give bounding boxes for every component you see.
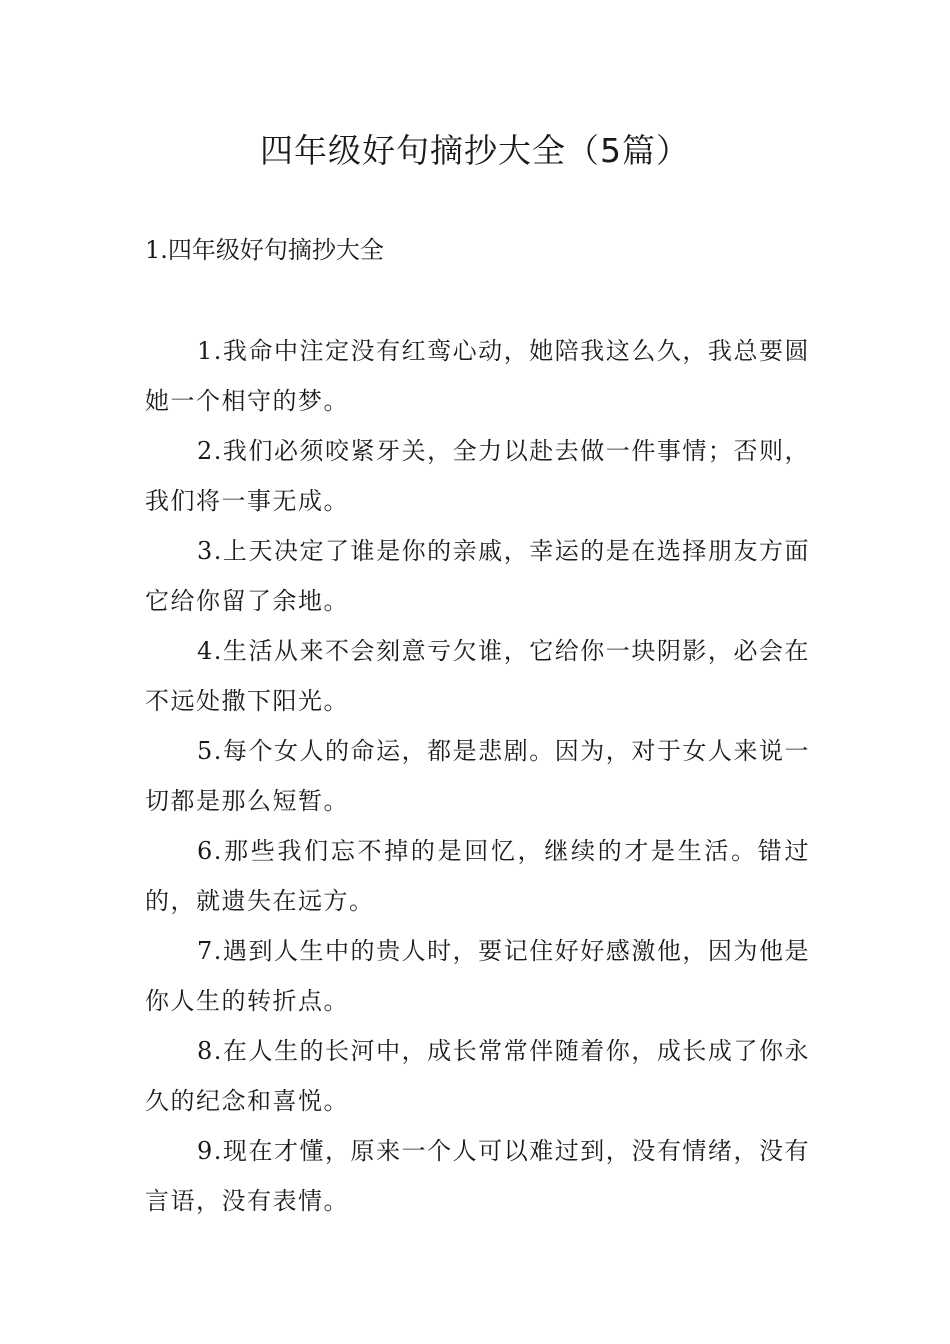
section-heading: 1.四年级好句摘抄大全 <box>145 236 384 264</box>
sentence-paragraph: 6.那些我们忘不掉的是回忆，继续的才是生活。错过的，就遗失在远方。 <box>145 837 810 915</box>
body-text <box>145 326 810 1226</box>
sentence-paragraph: 7.遇到人生中的贵人时，要记住好好感激他，因为他是你人生的转折点。 <box>145 937 810 1015</box>
sentence-paragraph: 4.生活从来不会刻意亏欠谁，它给你一块阴影，必会在不远处撒下阳光。 <box>145 637 810 715</box>
sentence-paragraph: 3.上天决定了谁是你的亲戚，幸运的是在选择朋友方面它给你留了余地。 <box>145 537 810 615</box>
sentence-paragraph: 5.每个女人的命运，都是悲剧。因为，对于女人来说一切都是那么短暂。 <box>145 737 810 815</box>
sentence-paragraph: 8.在人生的长河中，成长常常伴随着你，成长成了你永久的纪念和喜悦。 <box>145 1037 810 1115</box>
sentence-paragraph: 2.我们必须咬紧牙关，全力以赴去做一件事情；否则，我们将一事无成。 <box>145 437 810 515</box>
document-title: 四年级好句摘抄大全（5篇） <box>260 131 690 170</box>
sentence-paragraph: 1.我命中注定没有红鸾心动，她陪我这么久，我总要圆她一个相守的梦。 <box>145 337 810 415</box>
sentence-paragraph: 9.现在才懂，原来一个人可以难过到，没有情绪，没有言语，没有表情。 <box>145 1137 810 1215</box>
